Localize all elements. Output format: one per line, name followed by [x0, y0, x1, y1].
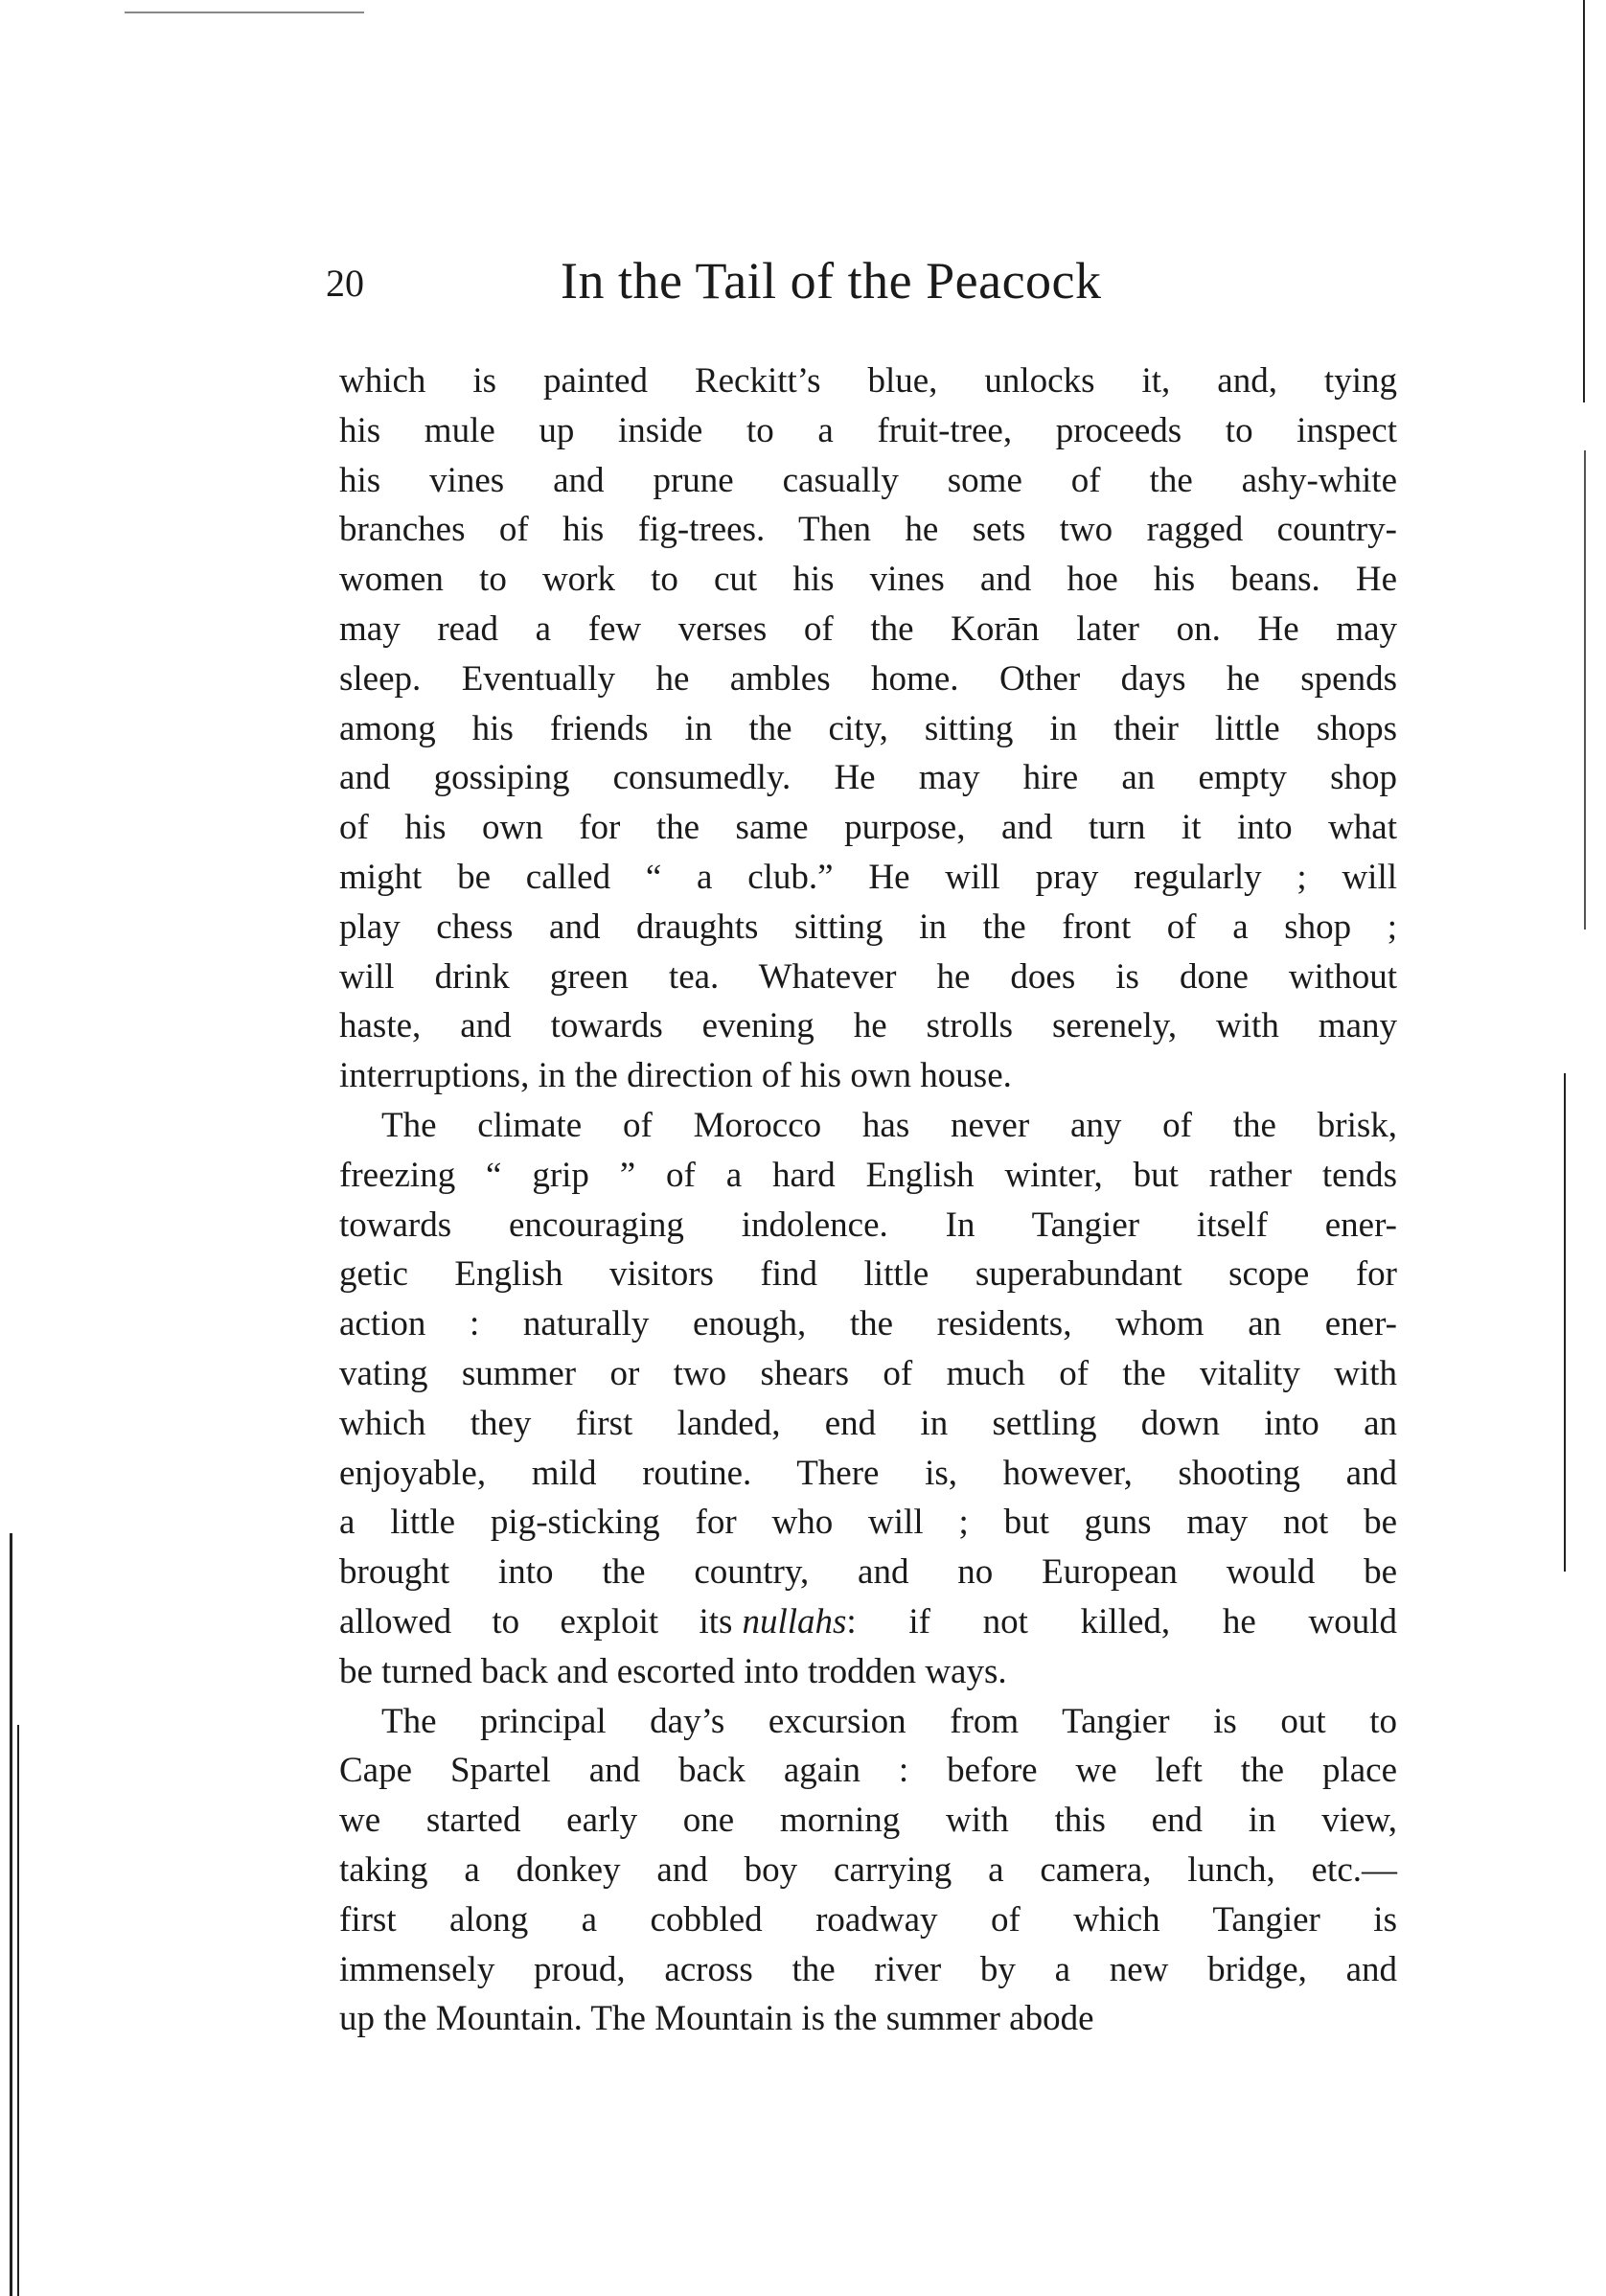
- word: :: [846, 1601, 857, 1642]
- word: would: [1308, 1601, 1397, 1642]
- word: he: [1222, 1601, 1256, 1642]
- word: exploit: [560, 1601, 659, 1642]
- text-line: towards encouraging indolence. In Tangier itself ener-: [339, 1205, 1397, 1245]
- text-line: first along a cobbled roadway of which Tangier is: [339, 1899, 1397, 1940]
- text-line: his mule up inside to a fruit-tree, proceeds to inspect: [339, 410, 1397, 450]
- text-segment: [339, 1597, 732, 1647]
- text-line: among his friends in the city, sitting in their little shops: [339, 708, 1397, 748]
- scan-artifact-left-2: [17, 1725, 19, 2296]
- text-line: which is painted Reckitt’s blue, unlocks it, and, tying: [339, 361, 1397, 401]
- page-number: 20: [326, 262, 364, 305]
- word: allowed: [339, 1601, 452, 1642]
- text-line: [339, 1597, 1397, 1647]
- text-line: play chess and draughts sitting in the front of a shop ;: [339, 907, 1397, 947]
- text-line: branches of his fig-trees. Then he sets two ragged country-: [339, 510, 1397, 550]
- text-line: which they first landed, end in settling down into an: [339, 1403, 1397, 1443]
- word: if: [908, 1601, 930, 1642]
- text-line: be turned back and escorted into trodden ways.: [339, 1651, 1007, 1691]
- text-line: sleep. Eventually he ambles home. Other days he spends: [339, 658, 1397, 699]
- text-line: we started early one morning with this end in view,: [339, 1801, 1397, 1841]
- text-line: may read a few verses of the Korān later on. He may: [339, 608, 1397, 649]
- text-line: freezing “ grip ” of a hard English winter, but rather tends: [339, 1155, 1397, 1195]
- text-line: getic English visitors find little superabundant scope for: [339, 1254, 1397, 1295]
- scan-artifact-right-1: [1583, 0, 1585, 402]
- text-line: taking a donkey and boy carrying a camera, lunch, etc.—: [339, 1849, 1397, 1890]
- text-segment: [846, 1597, 1397, 1647]
- text-line: immensely proud, across the river by a new bridge, and: [339, 1949, 1397, 1989]
- text-line: vating summer or two shears of much of the vitality with: [339, 1353, 1397, 1393]
- paragraph: [339, 1101, 1397, 1697]
- text-line: interruptions, in the direction of his own house.: [339, 1056, 1012, 1096]
- running-title: In the Tail of the Peacock: [561, 252, 1102, 310]
- word: its: [699, 1601, 733, 1642]
- text-line: The principal day’s excursion from Tangier is out to: [381, 1701, 1397, 1741]
- scan-artifact-top: [125, 11, 364, 13]
- body-text: [339, 356, 1397, 2044]
- text-line: of his own for the same purpose, and turn it into what: [339, 808, 1397, 848]
- paragraph: [339, 356, 1397, 1101]
- text-line: women to work to cut his vines and hoe his beans. He: [339, 560, 1397, 600]
- text-line: his vines and prune casually some of the ashy-white: [339, 460, 1397, 500]
- paragraph: [339, 1697, 1397, 2045]
- word: to: [492, 1601, 520, 1642]
- scan-artifact-left-1: [10, 1533, 12, 2296]
- italic-word: nullahs: [742, 1601, 847, 1642]
- text-line: brought into the country, and no European would be: [339, 1552, 1397, 1593]
- text-line: Cape Spartel and back again : before we left the place: [339, 1751, 1397, 1791]
- text-line: up the Mountain. The Mountain is the summer abode: [339, 1999, 1094, 2039]
- text-line: action : naturally enough, the residents, whom an ener-: [339, 1304, 1397, 1344]
- text-line: haste, and towards evening he strolls serenely, with many: [339, 1006, 1397, 1046]
- word: not: [982, 1601, 1028, 1642]
- text-line: will drink green tea. Whatever he does is done without: [339, 956, 1397, 997]
- text-line: The climate of Morocco has never any of the brisk,: [381, 1105, 1397, 1145]
- text-line: might be called “ a club.” He will pray regularly ; will: [339, 857, 1397, 897]
- word: killed,: [1080, 1601, 1171, 1642]
- scan-artifact-right-3: [1564, 1073, 1566, 1572]
- scan-artifact-right-2: [1584, 450, 1586, 930]
- text-line: a little pig-sticking for who will ; but guns may not be: [339, 1503, 1397, 1543]
- text-line: enjoyable, mild routine. There is, however, shooting and: [339, 1453, 1397, 1493]
- text-line: and gossiping consumedly. He may hire an empty shop: [339, 758, 1397, 798]
